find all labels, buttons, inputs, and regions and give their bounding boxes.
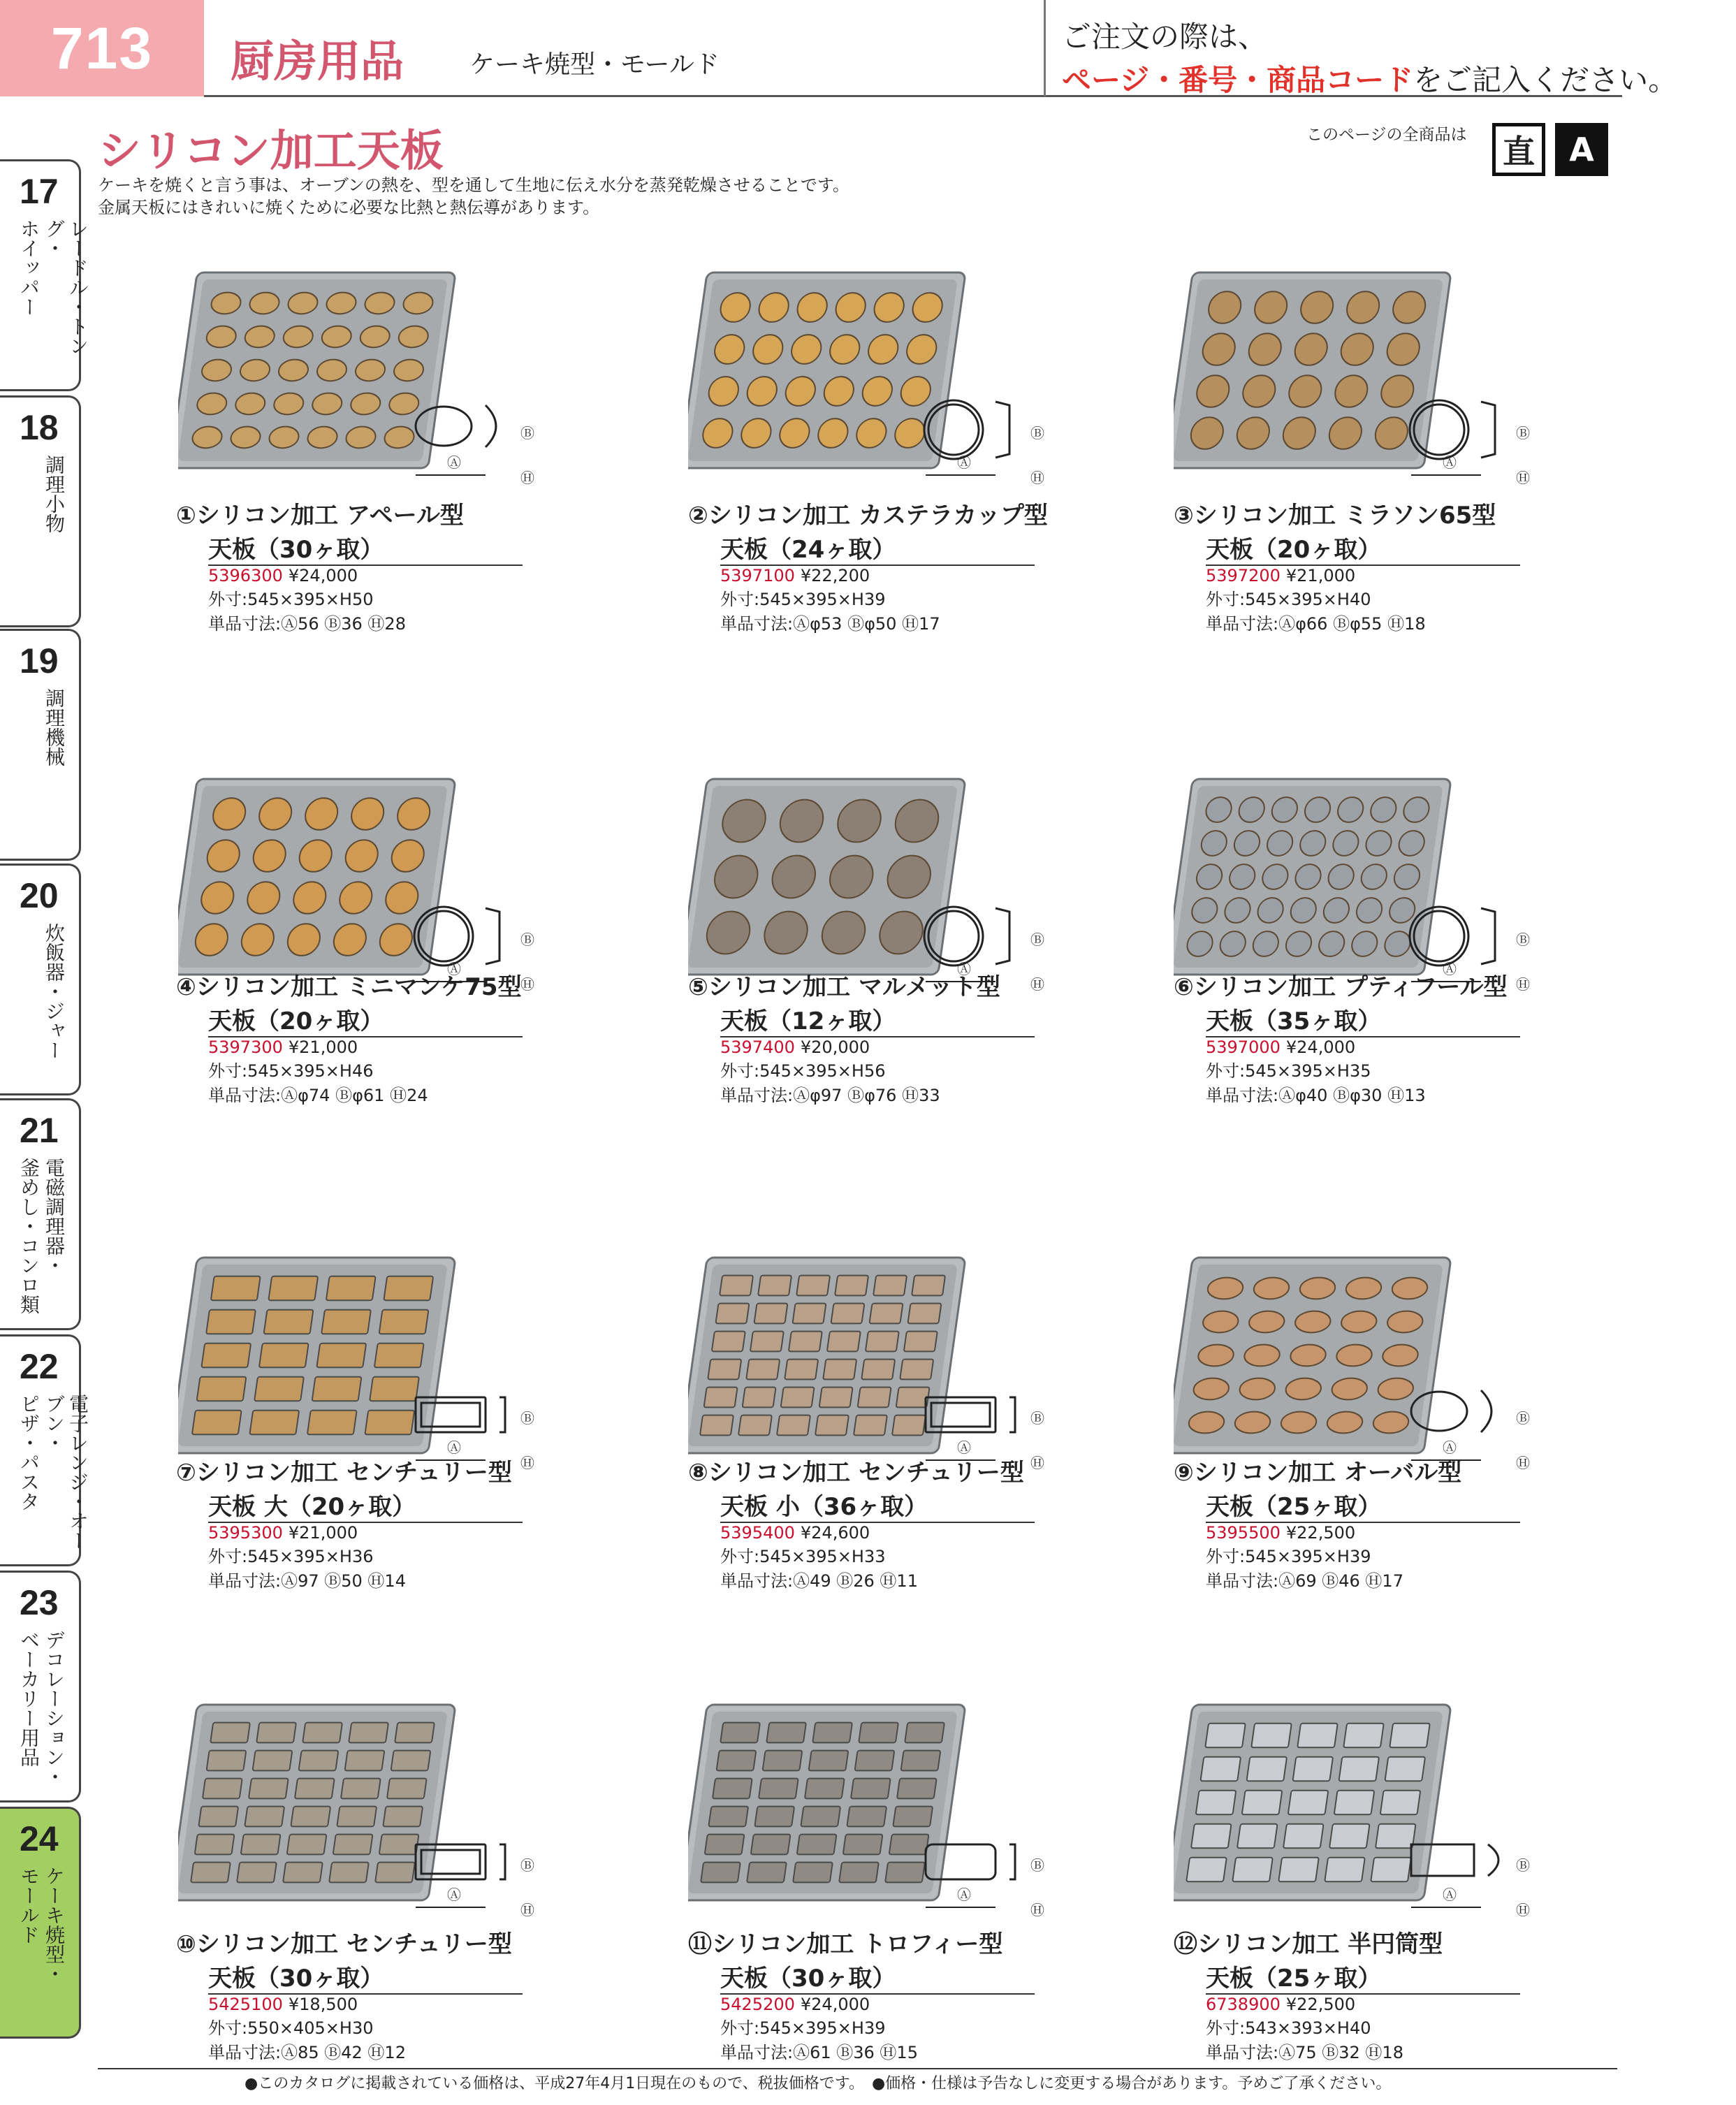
product-price: ¥22,200: [800, 566, 870, 585]
product-card[interactable]: [688, 496, 1079, 634]
order-notice-line1: ご注文の際は、: [1062, 20, 1268, 54]
unit-dimensions: 単品寸法:Ⓐ97 Ⓑ50 Ⓗ14: [208, 1571, 406, 1591]
outer-dimensions: 外寸:545×395×H46: [208, 1061, 374, 1081]
chapter-tab-number: 17: [20, 172, 59, 211]
dimension-label-a: Ⓐ: [1443, 1886, 1457, 1903]
product-card[interactable]: [1174, 1453, 1565, 1592]
unit-dimensions: 単品寸法:Ⓐ85 Ⓑ42 Ⓗ12: [208, 2043, 406, 2062]
chapter-tab-number: 24: [20, 1819, 59, 1858]
product-card[interactable]: [176, 968, 567, 1106]
order-notice-tail: をご記入ください。: [1413, 63, 1678, 97]
dimension-label-a: Ⓐ: [447, 961, 461, 977]
chapter-tab-label: ケーキ焼型・: [43, 1866, 66, 1983]
product-price: ¥22,500: [1285, 1523, 1356, 1543]
product-card[interactable]: [688, 1453, 1079, 1592]
product-name: ②シリコン加工 カステラカップ型: [688, 502, 1048, 530]
product-price: ¥18,500: [288, 1995, 358, 2014]
outer-dimensions: 外寸:545×395×H40: [1206, 590, 1371, 609]
product-name: ⑫シリコン加工 半円筒型: [1174, 1930, 1443, 1958]
chapter-tab-label-2: ホイッパー: [17, 219, 41, 316]
dimension-label-h: Ⓗ: [1516, 1902, 1530, 1918]
code-price-row: [720, 1995, 1079, 2014]
outer-dimensions: 外寸:550×405×H30: [208, 2018, 374, 2038]
unit-dimensions: 単品寸法:Ⓐφ66 Ⓑφ55 Ⓗ18: [1206, 614, 1426, 634]
product-subname: 天板（30ヶ取）: [208, 536, 384, 564]
outer-dimensions: 外寸:545×395×H56: [720, 1061, 886, 1081]
product-subname: 天板（35ヶ取）: [1206, 1007, 1382, 1035]
dimension-label-h: Ⓗ: [1516, 976, 1530, 993]
dimension-label-h: Ⓗ: [520, 976, 534, 993]
code-price-row: [1206, 1037, 1565, 1057]
chapter-tab-18[interactable]: [0, 395, 81, 627]
dimension-label-a: Ⓐ: [957, 1439, 971, 1456]
product-price: ¥21,000: [1285, 566, 1356, 585]
dimension-label-b: Ⓑ: [1516, 931, 1530, 948]
product-subname: 天板（30ヶ取）: [208, 1965, 384, 1993]
dimension-label-b: Ⓑ: [520, 425, 534, 442]
chapter-tab-number: 22: [20, 1347, 59, 1386]
code-price-row: [720, 1523, 1079, 1543]
product-code: 5395300: [208, 1523, 283, 1543]
product-price: ¥22,500: [1285, 1995, 1356, 2014]
product-price: ¥24,000: [800, 1995, 870, 2014]
unit-dimensions: 単品寸法:Ⓐφ74 Ⓑφ61 Ⓗ24: [208, 1086, 428, 1105]
code-price-row: [720, 566, 1079, 585]
dimension-label-b: Ⓑ: [520, 1410, 534, 1427]
product-card[interactable]: [1174, 1925, 1565, 2063]
outer-dimensions: 外寸:545×395×H33: [720, 1547, 886, 1566]
product-name: ⑦シリコン加工 センチュリー型: [176, 1459, 512, 1487]
product-subname: 天板（25ヶ取）: [1206, 1965, 1382, 1993]
code-price-row: [208, 566, 567, 585]
product-price: ¥21,000: [288, 1523, 358, 1543]
dimension-label-a: Ⓐ: [957, 1886, 971, 1903]
product-code: 5425100: [208, 1995, 283, 2014]
dimension-label-b: Ⓑ: [1516, 1857, 1530, 1874]
product-card[interactable]: [1174, 496, 1565, 634]
order-notice-highlight: ページ・番号・商品コード: [1062, 63, 1414, 97]
chapter-tab-23[interactable]: [0, 1571, 81, 1802]
unit-dimensions: 単品寸法:Ⓐ49 Ⓑ26 Ⓗ11: [720, 1571, 918, 1591]
unit-dimensions: 単品寸法:Ⓐφ53 Ⓑφ50 Ⓗ17: [720, 614, 940, 634]
chapter-tab-17[interactable]: [0, 159, 89, 391]
chapter-tab-22[interactable]: [0, 1334, 89, 1566]
unit-dimensions: 単品寸法:Ⓐ61 Ⓑ36 Ⓗ15: [720, 2043, 918, 2062]
product-subname: 天板（20ヶ取）: [208, 1007, 384, 1035]
product-subname: 天板（25ヶ取）: [1206, 1493, 1382, 1521]
product-price: ¥20,000: [800, 1037, 870, 1057]
product-code: 6738900: [1206, 1995, 1281, 2014]
product-code: 5397400: [720, 1037, 795, 1057]
product-subname: 天板 小（36ヶ取）: [720, 1493, 928, 1521]
unit-dimensions: 単品寸法:Ⓐ56 Ⓑ36 Ⓗ28: [208, 614, 406, 634]
chapter-tab-number: 20: [20, 876, 59, 915]
dimension-label-b: Ⓑ: [1516, 425, 1530, 442]
product-card[interactable]: [688, 1925, 1079, 2063]
code-price-row: [720, 1037, 1079, 1057]
category-title: 厨房用品: [231, 36, 404, 87]
product-name: ⑥シリコン加工 プティフール型: [1174, 973, 1508, 1001]
product-code: 5396300: [208, 566, 283, 585]
dimension-label-a: Ⓐ: [447, 454, 461, 471]
product-name: ⑨シリコン加工 オーバル型: [1174, 1459, 1462, 1487]
dimension-label-h: Ⓗ: [1030, 1902, 1044, 1918]
product-code: 5395500: [1206, 1523, 1281, 1543]
chapter-tab-24[interactable]: [0, 1807, 81, 2039]
dimension-label-a: Ⓐ: [1443, 454, 1457, 471]
dimension-label-a: Ⓐ: [447, 1439, 461, 1456]
product-name: ①シリコン加工 アペール型: [176, 502, 464, 530]
unit-dimensions: 単品寸法:Ⓐφ97 Ⓑφ76 Ⓗ33: [720, 1086, 940, 1105]
unit-dimensions: 単品寸法:Ⓐ75 Ⓑ32 Ⓗ18: [1206, 2043, 1403, 2062]
dimension-label-b: Ⓑ: [1516, 1410, 1530, 1427]
dimension-label-h: Ⓗ: [520, 1902, 534, 1918]
code-price-row: [1206, 566, 1565, 585]
product-name: ⑧シリコン加工 センチュリー型: [688, 1459, 1024, 1487]
product-card[interactable]: [176, 1925, 567, 2063]
all-items-label: このページの全商品は: [1306, 126, 1467, 144]
product-code: 5397100: [720, 566, 795, 585]
product-code: 5395400: [720, 1523, 795, 1543]
chapter-tab-number: 21: [20, 1111, 59, 1150]
code-price-row: [208, 1037, 567, 1057]
product-card[interactable]: [176, 496, 567, 634]
chapter-tab-label: デコレーション・: [43, 1630, 66, 1786]
code-price-row: [208, 1523, 567, 1543]
intro-line-1: ケーキを焼くと言う事は、オーブンの熱を、型を通して生地に伝え水分を蒸発乾燥させることです。: [98, 175, 849, 195]
outer-dimensions: 外寸:545×395×H36: [208, 1547, 374, 1566]
chapter-tab-label-2: ベーカリー用品: [17, 1630, 41, 1767]
dimension-label-h: Ⓗ: [1030, 1455, 1044, 1471]
product-subname: 天板 大（20ヶ取）: [208, 1493, 416, 1521]
dimension-label-b: Ⓑ: [1030, 931, 1044, 948]
product-name: ⑤シリコン加工 マルメット型: [688, 973, 1000, 1001]
direct-shipping-icon: 直: [1492, 123, 1545, 176]
product-price: ¥21,000: [288, 1037, 358, 1057]
product-subname: 天板（20ヶ取）: [1206, 536, 1382, 564]
dimension-label-b: Ⓑ: [520, 1857, 534, 1874]
chapter-tab-number: 18: [20, 408, 59, 447]
outer-dimensions: 外寸:545×395×H39: [720, 2018, 886, 2038]
dimension-label-b: Ⓑ: [1030, 425, 1044, 442]
dimension-label-b: Ⓑ: [520, 931, 534, 948]
dimension-label-b: Ⓑ: [1030, 1857, 1044, 1874]
dimension-label-h: Ⓗ: [1516, 1455, 1530, 1471]
product-price: ¥24,600: [800, 1523, 870, 1543]
chapter-tab-21[interactable]: [0, 1098, 81, 1330]
product-card[interactable]: [688, 968, 1079, 1106]
product-name: ④シリコン加工 ミニマンケ75型: [176, 973, 522, 1001]
product-name: ③シリコン加工 ミラソン65型: [1174, 502, 1496, 530]
dimension-label-b: Ⓑ: [1030, 1410, 1044, 1427]
code-price-row: [1206, 1523, 1565, 1543]
chapter-tab-label: 炊飯器・ジャー: [43, 923, 66, 1060]
outer-dimensions: 外寸:545×395×H39: [720, 590, 886, 609]
product-code: 5397000: [1206, 1037, 1281, 1057]
section-title: シリコン加工天板: [98, 125, 444, 176]
product-code: 5397200: [1206, 566, 1281, 585]
dimension-label-h: Ⓗ: [520, 1455, 534, 1471]
product-subname: 天板（24ヶ取）: [720, 536, 896, 564]
unit-dimensions: 単品寸法:Ⓐφ40 Ⓑφ30 Ⓗ13: [1206, 1086, 1426, 1105]
chapter-tab-label-2: ピザ・パスタ: [17, 1394, 41, 1511]
dimension-label-a: Ⓐ: [957, 961, 971, 977]
subcategory-title: ケーキ焼型・モールド: [469, 50, 720, 79]
product-card[interactable]: [176, 1453, 567, 1592]
dimension-label-h: Ⓗ: [1516, 469, 1530, 486]
chapter-tab-19[interactable]: [0, 629, 81, 861]
chapter-tab-label-2: モールド: [17, 1866, 41, 1944]
outer-dimensions: 外寸:545×395×H35: [1206, 1061, 1371, 1081]
chapter-tab-20[interactable]: [0, 864, 81, 1095]
outer-dimensions: 外寸:543×393×H40: [1206, 2018, 1371, 2038]
product-code: 5425200: [720, 1995, 795, 2014]
dimension-label-a: Ⓐ: [1443, 1439, 1457, 1456]
product-code: 5397300: [208, 1037, 283, 1057]
chapter-tab-label: 調理機械: [43, 688, 66, 766]
product-card[interactable]: [1174, 968, 1565, 1106]
outer-dimensions: 外寸:545×395×H50: [208, 590, 374, 609]
dimension-label-h: Ⓗ: [1030, 976, 1044, 993]
dimension-label-h: Ⓗ: [1030, 469, 1044, 486]
product-price: ¥24,000: [288, 566, 358, 585]
chapter-tab-number: 23: [20, 1583, 59, 1622]
dimension-label-a: Ⓐ: [957, 454, 971, 471]
code-price-row: [208, 1995, 567, 2014]
chapter-tab-label: 電磁調理器・: [43, 1158, 66, 1275]
code-price-row: [1206, 1995, 1565, 2014]
header-separator: [1044, 0, 1046, 96]
chapter-tab-label: 調理小物: [43, 455, 66, 533]
chapter-tab-label-2: 釜めし・コンロ類: [17, 1158, 41, 1314]
chapter-tab-label: 電子レンジ・オーブン・: [43, 1394, 89, 1550]
footer-note: ●このカタログに掲載されている価格は、平成27年4月1日現在のもので、税抜価格です。 ●価格・仕様は予告なしに変更する場合があります。予めご了承ください。: [245, 2075, 1392, 2092]
product-price: ¥24,000: [1285, 1037, 1356, 1057]
product-name: ⑩シリコン加工 センチュリー型: [176, 1930, 512, 1958]
product-subname: 天板（30ヶ取）: [720, 1965, 896, 1993]
dimension-label-a: Ⓐ: [1443, 961, 1457, 977]
product-name: ⑪シリコン加工 トロフィー型: [688, 1930, 1003, 1958]
chapter-tab-number: 19: [20, 641, 59, 680]
chapter-tab-label: レードル・トング・: [43, 219, 89, 356]
delivery-truck-icon: A: [1555, 123, 1608, 176]
outer-dimensions: 外寸:545×395×H39: [1206, 1547, 1371, 1566]
dimension-label-a: Ⓐ: [447, 1886, 461, 1903]
order-notice-line2: [1062, 57, 1677, 99]
unit-dimensions: 単品寸法:Ⓐ69 Ⓑ46 Ⓗ17: [1206, 1571, 1403, 1591]
dimension-label-h: Ⓗ: [520, 469, 534, 486]
page-number: 713: [0, 0, 204, 96]
intro-line-2: 金属天板にはきれいに焼くために必要な比熱と熱伝導があります。: [98, 198, 600, 217]
footer-divider: [98, 2068, 1617, 2069]
product-subname: 天板（12ヶ取）: [720, 1007, 896, 1035]
